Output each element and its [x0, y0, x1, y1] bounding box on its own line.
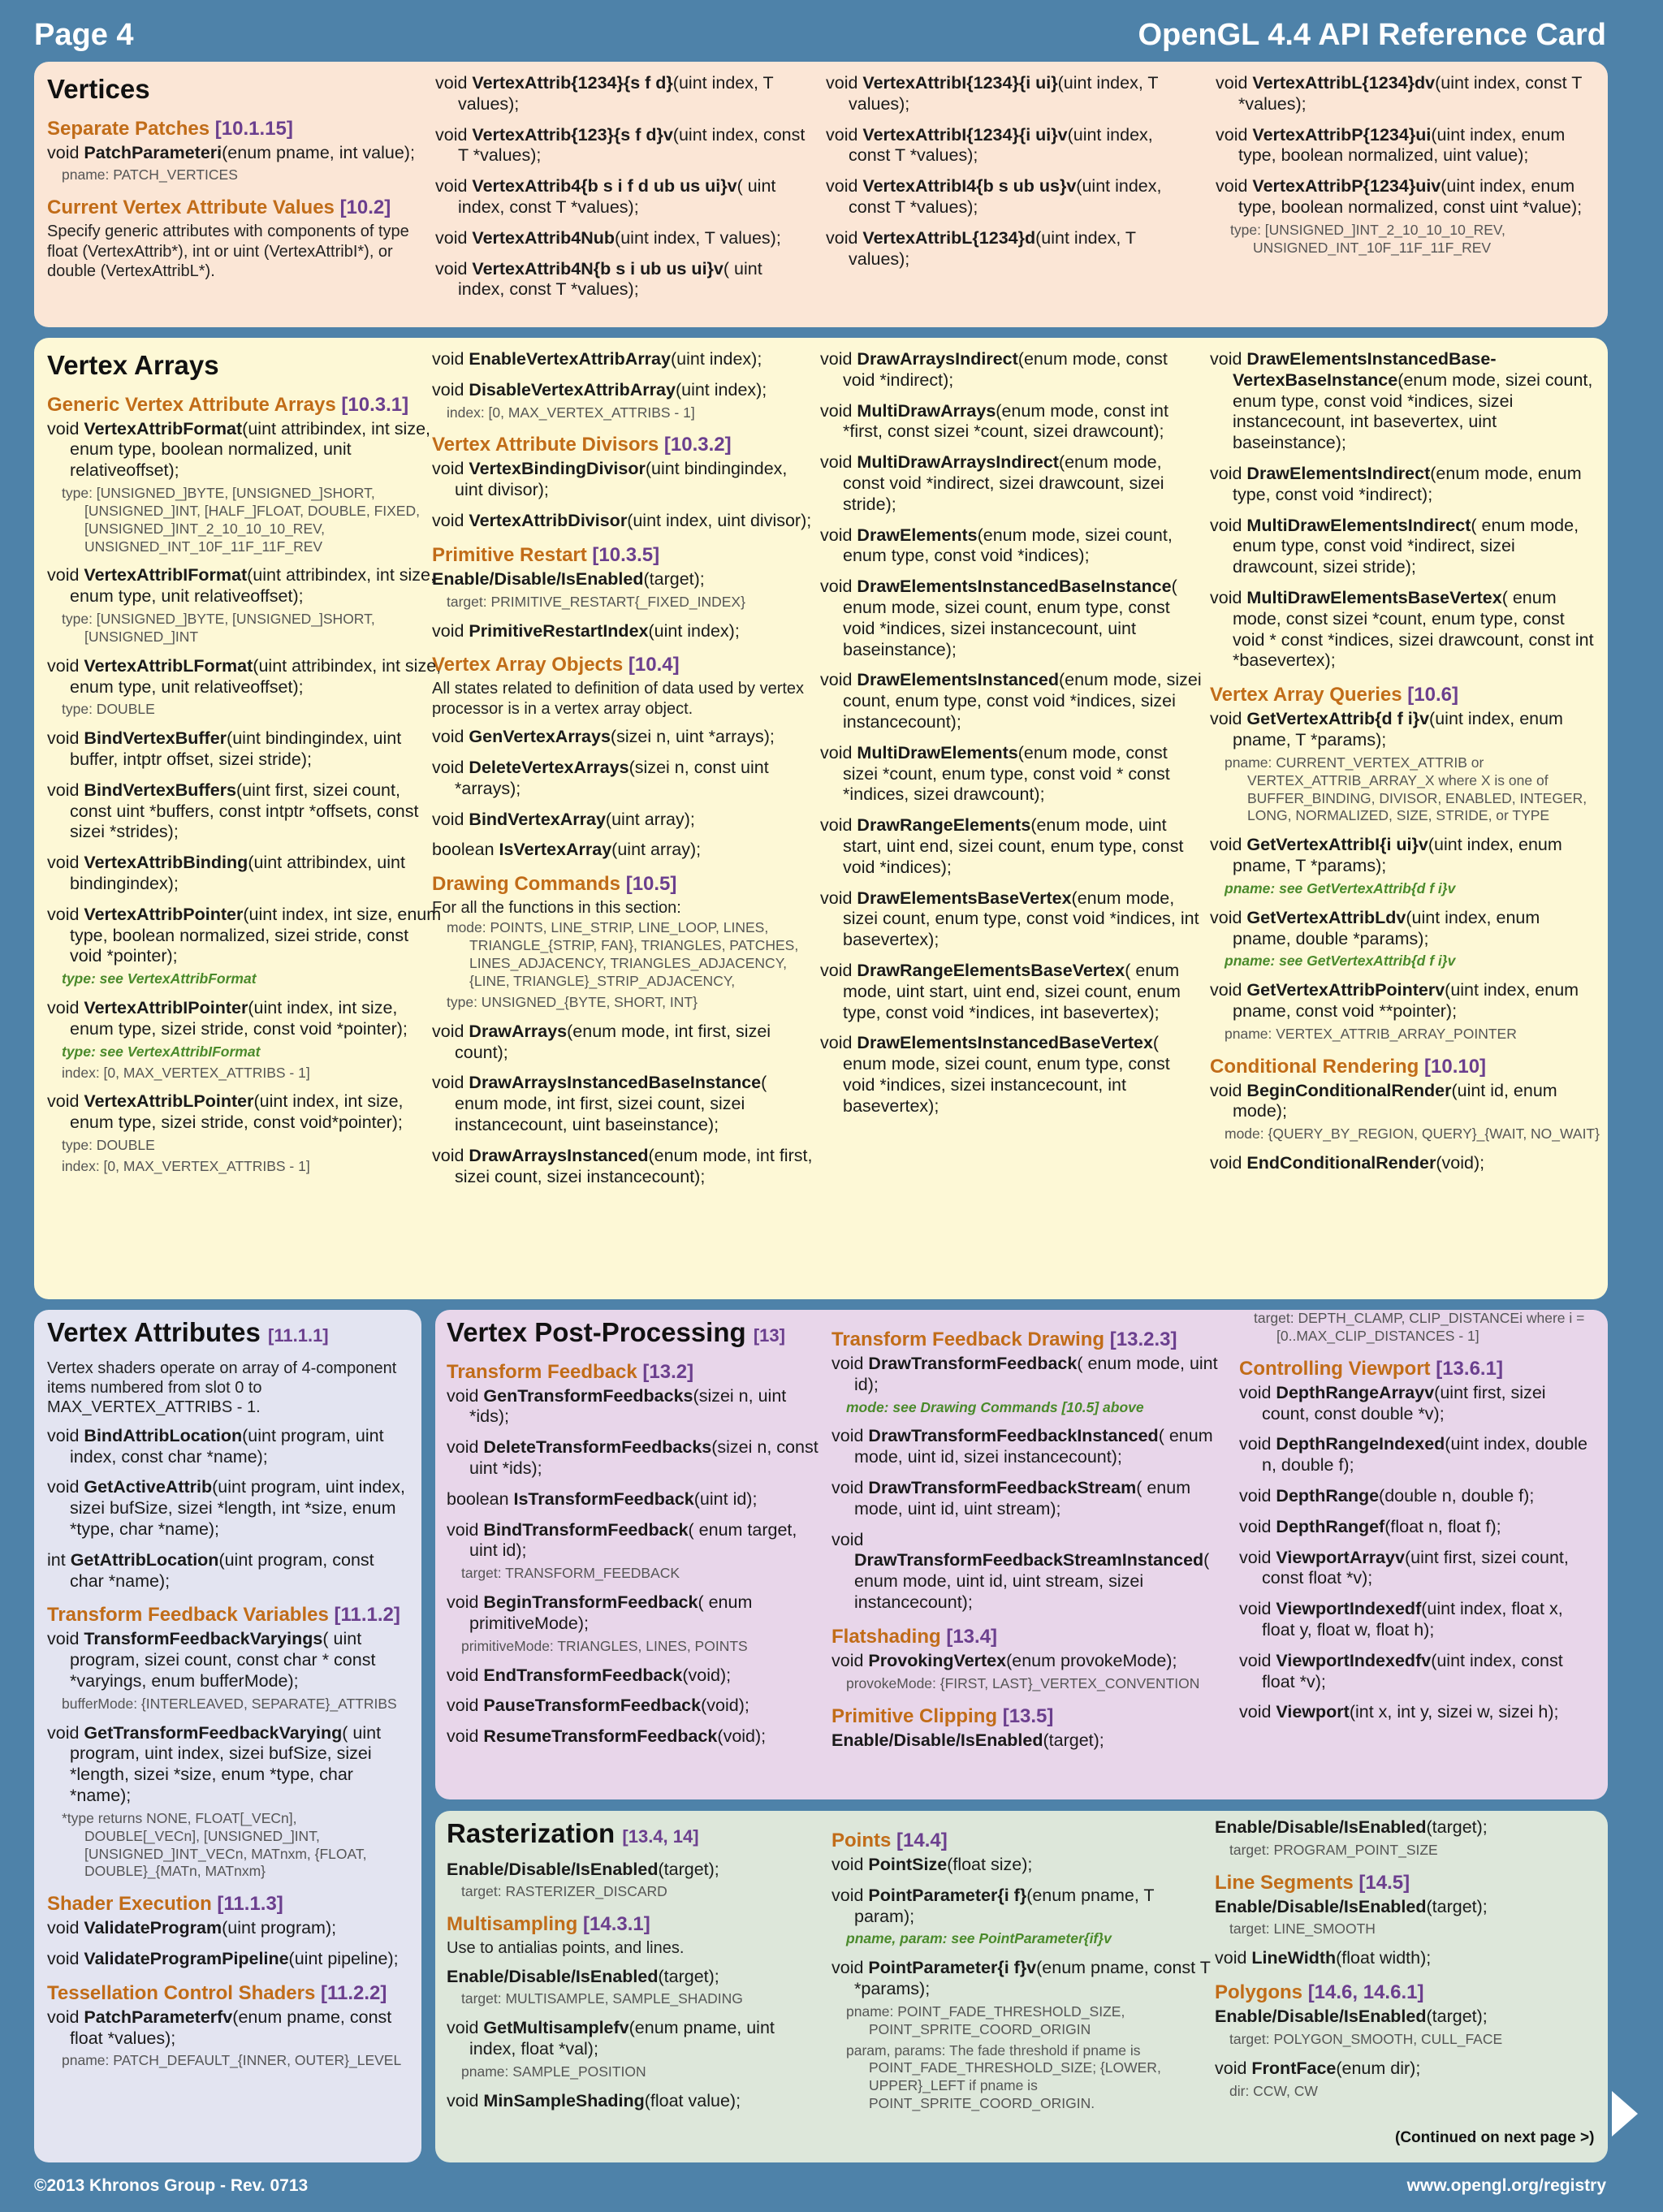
parameter-note: pname: see GetVertexAttrib{d f i}v	[1225, 879, 1456, 896]
section-ref: [10.2]	[339, 197, 391, 219]
parameter-note: provokeMode: {FIRST, LAST}_VERTEX_CONVENTION	[846, 1674, 1200, 1691]
function-signature: void FrontFace(enum dir);	[1215, 2058, 1421, 2078]
function-signature: Enable/Disable/IsEnabled(target);	[1215, 1896, 1488, 1916]
section-heading	[1215, 1871, 1596, 1895]
section-heading-text: Vertex Array Queries	[1210, 684, 1402, 706]
function-signature: void EndTransformFeedback(void);	[447, 1665, 732, 1685]
parameter-note: pname: PATCH_DEFAULT_{INNER, OUTER}_LEVEL	[62, 2052, 402, 2069]
section-heading-text: Line Segments	[1215, 1871, 1354, 1894]
function-signature: void DeleteTransformFeedbacks(sizei n, const uint *ids);	[447, 1437, 819, 1478]
vertices-column-2	[435, 73, 809, 310]
section-heading-text: Transform Feedback Variables	[47, 1604, 329, 1627]
section-heading-text: Transform Feedback	[447, 1360, 637, 1383]
vertices-column-1	[47, 73, 421, 289]
function-signature: void DrawElements(enum mode, sizei count, enum type, const void *indices);	[820, 525, 1173, 566]
function-signature: Enable/Disable/IsEnabled(target);	[432, 568, 705, 589]
section-heading	[432, 433, 814, 457]
section-ref: [11.2.2]	[320, 1981, 387, 2004]
section-heading-text: Primitive Restart	[432, 543, 587, 566]
section-heading	[1210, 683, 1600, 707]
function-signature: void PatchParameteri(enum pname, int value);	[47, 142, 415, 162]
function-signature: void ResumeTransformFeedback(void);	[447, 1726, 767, 1747]
function-signature: void MultiDrawElements(enum mode, const sizei *count, enum type, const void * const *indices, sizei drawcount);	[820, 742, 1170, 805]
function-signature: void DrawTransformFeedbackStream( enum mode, uint id, uint stream);	[832, 1478, 1191, 1519]
section-heading	[432, 872, 814, 896]
function-signature: void ViewportIndexedf(uint index, float x, float y, float w, float h);	[1239, 1599, 1563, 1640]
function-signature: void GenVertexArrays(sizei n, uint *arrays);	[432, 727, 775, 747]
section-heading-text: Multisampling	[447, 1913, 578, 1936]
vertices-column-3	[826, 73, 1199, 279]
function-signature: void GetVertexAttribLdv(uint index, enum pname, double *params);	[1210, 907, 1540, 948]
section-heading-text: Tessellation Control Shaders	[47, 1981, 316, 2004]
function-signature: void VertexAttribIPointer(uint index, int size, enum type, sizei stride, const void *pointer);	[47, 998, 408, 1039]
function-signature: void ViewportArrayv(uint first, sizei count, const float *v);	[1239, 1547, 1569, 1588]
section-heading-text: Polygons	[1215, 1981, 1303, 2004]
parameter-note: target: MULTISAMPLE, SAMPLE_SHADING	[461, 1990, 743, 2007]
parameter-note: index: [0, MAX_VERTEX_ATTRIBS - 1]	[62, 1064, 310, 1081]
section-heading	[1210, 1055, 1600, 1079]
section-heading-text: Vertex Attribute Divisors	[432, 434, 659, 456]
panel-vertex-arrays	[34, 338, 1608, 1299]
function-signature: void MinSampleShading(float value);	[447, 2090, 741, 2110]
section-heading-text: Transform Feedback Drawing	[832, 1328, 1105, 1350]
function-signature: void PauseTransformFeedback(void);	[447, 1696, 749, 1716]
function-signature: void DepthRangeArrayv(uint first, sizei count, const double *v);	[1239, 1382, 1546, 1424]
parameter-note: type: see VertexAttribFormat	[62, 970, 257, 987]
panel-title-ref: [13.4, 14]	[622, 1826, 699, 1847]
function-signature: void VertexAttrib{1234}{s f d}(uint index, T values);	[435, 73, 774, 114]
function-signature: void PointParameter{i f}(enum pname, T param);	[832, 1885, 1155, 1926]
function-signature: Enable/Disable/IsEnabled(target);	[1215, 2007, 1488, 2027]
footer-url: www.opengl.org/registry	[1406, 2176, 1606, 2195]
section-heading	[47, 117, 421, 141]
function-signature: void DrawArraysInstancedBaseInstance( enum mode, int first, sizei count, sizei instancecount, uint baseinstance);	[432, 1073, 767, 1135]
parameter-note: pname, param: see PointParameter{if}v	[846, 1930, 1112, 1947]
vertices-column-4	[1216, 73, 1597, 267]
parameter-note: pname: VERTEX_ATTRIB_ARRAY_POINTER	[1225, 1025, 1517, 1042]
vertex-attributes-column-1	[47, 1316, 413, 2080]
section-heading	[47, 196, 421, 220]
panel-vertex-post-processing	[435, 1310, 1608, 1799]
section-heading	[832, 1625, 1221, 1649]
function-signature: void VertexAttribP{1234}uiv(uint index, enum type, boolean normalized, const uint *value);	[1216, 176, 1583, 217]
parameter-note: pname: SAMPLE_POSITION	[461, 2063, 646, 2080]
function-signature: void DrawArraysInstanced(enum mode, int first, sizei count, sizei instancecount);	[432, 1145, 813, 1186]
section-ref: [10.4]	[628, 654, 680, 676]
function-signature: void Viewport(int x, int y, sizei w, sizei h);	[1239, 1702, 1559, 1722]
function-signature: void DeleteVertexArrays(sizei n, const uint *arrays);	[432, 757, 769, 798]
function-signature: void PrimitiveRestartIndex(uint index);	[432, 620, 740, 641]
description-text: Specify generic attributes with components of type float (VertexAttrib*), int or uint (VertexAttribI*), or double (VertexAttribL*).	[47, 222, 409, 281]
description-text: Use to antialias points, and lines.	[447, 1939, 685, 1958]
parameter-note: type: DOUBLE	[62, 701, 155, 718]
section-ref: [14.6, 14.6.1]	[1307, 1981, 1424, 2004]
function-signature: void DrawElementsInstanced(enum mode, sizei count, enum type, const void *indices, sizei instancecount);	[820, 670, 1202, 732]
function-signature: void ValidateProgramPipeline(uint pipeline);	[47, 1949, 399, 1969]
parameter-note: target: PROGRAM_POINT_SIZE	[1229, 1841, 1438, 1858]
parameter-note: index: [0, MAX_VERTEX_ATTRIBS - 1]	[447, 404, 695, 421]
function-signature: void PointSize(float size);	[832, 1855, 1033, 1874]
function-signature: void DrawElementsBaseVertex(enum mode, sizei count, enum type, const void *indices, int basevertex);	[820, 888, 1199, 950]
function-signature: Enable/Disable/IsEnabled(target);	[1215, 1817, 1488, 1837]
function-signature: void GetMultisamplefv(enum pname, uint index, float *val);	[447, 2018, 775, 2059]
function-signature: void DepthRangeIndexed(uint index, double n, double f);	[1239, 1434, 1588, 1475]
rasterization-column-2	[832, 1817, 1213, 2123]
function-signature: void DrawElementsInstancedBaseVertex( enum mode, sizei count, enum type, const void *indices, sizei instancecount, int basevertex);	[820, 1033, 1170, 1116]
function-signature: void VertexAttribP{1234}ui(uint index, enum type, boolean normalized, uint value);	[1216, 124, 1566, 166]
section-heading	[47, 1603, 413, 1627]
function-signature: void VertexAttribPointer(uint index, int size, enum type, boolean normalized, sizei stride, const void *pointer);	[47, 904, 442, 966]
panel-title-text: Vertex Post-Processing	[447, 1317, 746, 1347]
vertex-arrays-column-2	[432, 349, 814, 1197]
section-heading-text: Current Vertex Attribute Values	[47, 197, 335, 219]
function-signature: void DrawTransformFeedbackInstanced( enum mode, uint id, sizei instancecount);	[832, 1426, 1213, 1467]
section-heading-text: Separate Patches	[47, 117, 210, 140]
vertex-arrays-column-1	[47, 349, 445, 1186]
function-signature: void VertexAttribBinding(uint attribindex, uint bindingindex);	[47, 853, 405, 894]
rasterization-column-3	[1215, 1817, 1596, 2110]
section-ref: [10.5]	[625, 873, 677, 896]
vertex-post-processing-column-2	[832, 1316, 1221, 1761]
function-signature: void VertexAttrib4N{b s i ub us ui}v( uint index, const T *values);	[435, 258, 762, 300]
panel-vertices	[34, 62, 1608, 327]
function-signature: void EnableVertexAttribArray(uint index);	[432, 349, 762, 369]
function-signature: void BindAttribLocation(uint program, uint index, const char *name);	[47, 1425, 384, 1467]
section-ref: [13.2.3]	[1109, 1328, 1177, 1350]
function-signature: void GetVertexAttrib{d f i}v(uint index, enum pname, T *params);	[1210, 709, 1563, 750]
section-heading	[47, 393, 445, 417]
parameter-note: index: [0, MAX_VERTEX_ATTRIBS - 1]	[62, 1157, 310, 1174]
function-signature: void DrawElementsInstancedBaseInstance( enum mode, sizei count, enum type, const void *indices, sizei instancecount, uint baseinstance);	[820, 577, 1177, 659]
parameter-note: primitiveMode: TRIANGLES, LINES, POINTS	[461, 1637, 748, 1654]
panel-title-text: Vertices	[47, 74, 150, 104]
function-signature: void GetVertexAttribI{i ui}v(uint index, enum pname, T *params);	[1210, 835, 1562, 876]
parameter-note: type: [UNSIGNED_]BYTE, [UNSIGNED_]SHORT, [UNSIGNED_]INT	[62, 611, 375, 645]
function-signature: void BindVertexBuffer(uint bindingindex, uint buffer, intptr offset, sizei stride);	[47, 728, 402, 770]
function-signature: void MultiDrawElementsIndirect( enum mode, enum type, const void *indirect, sizei drawcount, sizei stride);	[1210, 515, 1579, 577]
section-heading-text: Generic Vertex Attribute Arrays	[47, 393, 336, 416]
description-text: All states related to definition of data used by vertex processor is in a vertex array object.	[432, 680, 805, 718]
function-signature: void TransformFeedbackVaryings( uint program, sizei count, const char * const *varyings, enum bufferMode);	[47, 1629, 376, 1691]
rasterization-column-1	[447, 1817, 820, 2122]
panel-title	[47, 349, 445, 382]
section-heading-text: Conditional Rendering	[1210, 1055, 1419, 1078]
function-signature: void VertexBindingDivisor(uint bindingindex, uint divisor);	[432, 459, 788, 500]
vertex-arrays-column-4	[1210, 349, 1600, 1184]
function-signature: void VertexAttribDivisor(uint index, uint divisor);	[432, 511, 812, 531]
parameter-note: mode: see Drawing Commands [10.5] above	[846, 1398, 1144, 1415]
function-signature: void VertexAttribI{1234}{i ui}v(uint index, const T *values);	[826, 124, 1153, 166]
description-text: For all the functions in this section:	[432, 899, 681, 918]
function-signature: void MultiDrawElementsBaseVertex( enum mode, const sizei *count, enum type, const void * const *indices, sizei drawcount, const int *basevertex);	[1210, 587, 1594, 671]
page-number: Page 4	[34, 18, 134, 52]
function-signature: Enable/Disable/IsEnabled(target);	[447, 1859, 719, 1879]
function-signature: void GenTransformFeedbacks(sizei n, uint *ids);	[447, 1385, 787, 1427]
function-signature: void VertexAttribI4{b s ub us}v(uint index, const T *values);	[826, 176, 1162, 217]
section-heading-text: Drawing Commands	[432, 873, 621, 896]
section-ref: [10.10]	[1424, 1055, 1487, 1078]
parameter-note: type: UNSIGNED_{BYTE, SHORT, INT}	[447, 993, 698, 1010]
function-signature: void DisableVertexAttribArray(uint index);	[432, 379, 767, 400]
function-signature: void VertexAttribLPointer(uint index, int size, enum type, sizei stride, const void*pointer);	[47, 1091, 404, 1133]
function-signature: void VertexAttribL{1234}dv(uint index, const T *values);	[1216, 73, 1582, 114]
parameter-note: target: DEPTH_CLAMP, CLIP_DISTANCEi where i = [0..MAX_CLIP_DISTANCES - 1]	[1254, 1310, 1585, 1344]
section-ref: [14.4]	[896, 1830, 948, 1851]
parameter-note: target: RASTERIZER_DISCARD	[461, 1883, 667, 1900]
parameter-note: mode: POINTS, LINE_STRIP, LINE_LOOP, LINES, TRIANGLE_{STRIP, FAN}, TRIANGLES, PATCHES, LINES_ADJACENCY, TRIANGLES_ADJACENCY, {LINE, TRIANGLE}_STRIP_ADJACENCY,	[447, 919, 799, 990]
section-heading-text: Primitive Clipping	[832, 1704, 998, 1727]
parameter-note: pname: PATCH_VERTICES	[62, 166, 238, 184]
panel-title-ref: [11.1.1]	[268, 1325, 329, 1346]
section-heading	[1239, 1357, 1596, 1381]
function-signature: void VertexAttrib4{b s i f d ub us ui}v( uint index, const T *values);	[435, 176, 776, 217]
parameter-note: pname: CURRENT_VERTEX_ATTRIB or VERTEX_ATTRIB_ARRAY_X where X is one of BUFFER_BINDING, DIVISOR, ENABLED, INTEGER, LONG, NORMALIZED, SIZE, STRIDE, or TYPE	[1225, 754, 1587, 824]
function-signature: void ValidateProgram(uint program);	[47, 1918, 337, 1938]
function-signature: void ViewportIndexedfv(uint index, const float *v);	[1239, 1650, 1563, 1691]
section-ref: [10.3.1]	[341, 393, 409, 416]
section-heading-text: Flatshading	[832, 1625, 941, 1648]
function-signature: void DrawRangeElements(enum mode, uint start, uint end, sizei count, enum type, const void *indices);	[820, 815, 1184, 877]
function-signature: void LineWidth(float width);	[1215, 1948, 1432, 1968]
function-signature: void EndConditionalRender(void);	[1210, 1153, 1485, 1173]
function-signature: void DrawElementsInstancedBase- VertexBaseInstance(enum mode, sizei count, enum type, const void *indices, sizei instancecount, int basevertex, uint baseinstance);	[1210, 349, 1593, 453]
function-signature: void VertexAttribIFormat(uint attribindex, int size, enum type, unit relativeoffset);	[47, 565, 435, 607]
section-ref: [10.6]	[1407, 684, 1458, 706]
section-ref: [11.1.3]	[217, 1893, 283, 1916]
section-ref: [11.1.2]	[334, 1604, 400, 1627]
section-heading	[447, 1912, 820, 1937]
function-signature: void VertexAttribL{1234}d(uint index, T values);	[826, 227, 1136, 269]
parameter-note: target: PRIMITIVE_RESTART{_FIXED_INDEX}	[447, 593, 745, 610]
description-text: Vertex shaders operate on array of 4-component items numbered from slot 0 to MAX_VERTEX_ATTRIBS - 1.	[47, 1359, 397, 1417]
vertex-arrays-column-3	[820, 349, 1202, 1127]
parameter-note: param, params: The fade threshold if pname is POINT_FADE_THRESHOLD_SIZE; {LOWER, UPPER}_LEFT if pname is POINT_SPRITE_COORD_ORIGIN.	[846, 2041, 1161, 2112]
function-signature: void VertexAttrib{123}{s f d}v(uint index, const T *values);	[435, 124, 806, 166]
function-signature: void DrawRangeElementsBaseVertex( enum mode, uint start, uint end, sizei count, enum type, const void *indices, int basevertex);	[820, 960, 1181, 1022]
function-signature: boolean IsVertexArray(uint array);	[432, 840, 702, 860]
parameter-note: target: POLYGON_SMOOTH, CULL_FACE	[1229, 2030, 1503, 2047]
parameter-note: type: see VertexAttribIFormat	[62, 1043, 261, 1060]
section-heading	[47, 1892, 413, 1916]
function-signature: void VertexAttrib4Nub(uint index, T values);	[435, 227, 781, 248]
parameter-note: type: DOUBLE	[62, 1137, 155, 1154]
vertex-post-processing-column-3	[1239, 1310, 1596, 1733]
function-signature: void GetVertexAttribPointerv(uint index, enum pname, const void **pointer);	[1210, 980, 1579, 1021]
function-signature: void BeginConditionalRender(uint id, enum mode);	[1210, 1080, 1557, 1121]
parameter-note: pname: POINT_FADE_THRESHOLD_SIZE, POINT_SPRITE_COORD_ORIGIN	[846, 2002, 1125, 2037]
section-heading-text: Vertex Array Objects	[432, 654, 624, 676]
section-ref: [10.3.5]	[592, 543, 660, 566]
function-signature: void VertexAttribFormat(uint attribindex, int size, enum type, boolean normalized, unit relativeoffset);	[47, 418, 431, 481]
section-ref: [13.5]	[1002, 1704, 1054, 1727]
function-signature: void DrawArrays(enum mode, int first, sizei count);	[432, 1021, 771, 1062]
panel-title-text: Vertex Attributes	[47, 1317, 261, 1347]
section-heading	[1215, 1981, 1596, 2005]
panel-title	[47, 73, 421, 106]
panel-title	[447, 1316, 820, 1349]
function-signature: void DrawArraysIndirect(enum mode, const void *indirect);	[820, 349, 1168, 390]
function-signature: void BindVertexArray(uint array);	[432, 809, 695, 829]
panel-vertex-attributes	[34, 1310, 421, 2162]
section-heading	[47, 1981, 413, 2006]
function-signature: void DrawTransformFeedback( enum mode, uint id);	[832, 1354, 1218, 1394]
function-signature: void PatchParameterfv(enum pname, const float *values);	[47, 2007, 392, 2048]
function-signature: void MultiDrawArrays(enum mode, const int *first, const sizei *count, sizei drawcount);	[820, 400, 1168, 442]
function-signature: int GetAttribLocation(uint program, const char *name);	[47, 1549, 374, 1591]
function-signature: void BeginTransformFeedback( enum primitiveMode);	[447, 1592, 753, 1633]
continued-note: (Continued on next page >)	[1395, 2129, 1595, 2146]
panel-title-text: Rasterization	[447, 1818, 616, 1848]
section-heading	[447, 1360, 820, 1385]
footer-copyright: ©2013 Khronos Group - Rev. 0713	[34, 2176, 309, 2195]
card-title: OpenGL 4.4 API Reference Card	[1138, 18, 1606, 52]
vertex-post-processing-column-1	[447, 1316, 820, 1757]
section-ref: [14.3.1]	[583, 1913, 650, 1936]
parameter-note: dir: CCW, CW	[1229, 2082, 1318, 2099]
parameter-note: mode: {QUERY_BY_REGION, QUERY}_{WAIT, NO_WAIT}	[1225, 1125, 1600, 1143]
function-signature: void PointParameter{i f}v(enum pname, const T *params);	[832, 1958, 1211, 1999]
function-signature: void DepthRange(double n, double f);	[1239, 1485, 1535, 1506]
section-ref: [13.6.1]	[1436, 1357, 1503, 1380]
function-signature: Enable/Disable/IsEnabled(target);	[832, 1730, 1104, 1750]
function-signature: void DrawElementsIndirect(enum mode, enum type, const void *indirect);	[1210, 463, 1582, 504]
parameter-note: target: LINE_SMOOTH	[1229, 1920, 1376, 1938]
function-signature: void BindTransformFeedback( enum target, uint id);	[447, 1519, 797, 1561]
section-ref: [10.3.2]	[663, 434, 732, 456]
function-signature: void GetTransformFeedbackVarying( uint program, uint index, sizei bufSize, sizei *length, sizei *size, enum *type, char *name);	[47, 1722, 382, 1805]
function-signature: void MultiDrawArraysIndirect(enum mode, const void *indirect, sizei drawcount, sizei stride);	[820, 452, 1164, 514]
parameter-note: type: [UNSIGNED_]INT_2_10_10_10_REV, UNSIGNED_INT_10F_11F_11F_REV	[1230, 221, 1505, 256]
panel-title-text: Vertex Arrays	[47, 350, 219, 380]
parameter-note: target: TRANSFORM_FEEDBACK	[461, 1565, 680, 1582]
parameter-note: *type returns NONE, FLOAT[_VECn], DOUBLE[_VECn], [UNSIGNED_]INT, [UNSIGNED_]INT_VECn, MATnxm, {FLOAT, DOUBLE}_{MATn, MATnxm}	[62, 1809, 367, 1880]
section-heading-text: Controlling Viewport	[1239, 1357, 1431, 1380]
section-heading-text: Shader Execution	[47, 1893, 212, 1916]
function-signature: void GetActiveAttrib(uint program, uint index, sizei bufSize, sizei *length, int *size, enum *type, char *name);	[47, 1477, 405, 1539]
panel-title-ref: [13]	[753, 1325, 785, 1346]
section-heading	[432, 543, 814, 568]
section-ref: [13.4]	[946, 1625, 998, 1648]
parameter-note: pname: see GetVertexAttrib{d f i}v	[1225, 953, 1456, 970]
panel-title	[47, 1316, 413, 1349]
section-ref: [10.1.15]	[214, 117, 293, 140]
function-signature: void VertexAttribLFormat(uint attribindex, int size, enum type, unit relativeoffset);	[47, 655, 442, 697]
section-heading	[432, 653, 814, 677]
section-heading	[832, 1328, 1221, 1352]
function-signature: void DrawTransformFeedbackStreamInstanced( enum mode, uint id, uint stream, sizei instancecount);	[832, 1529, 1210, 1613]
panel-title	[447, 1817, 820, 1850]
function-signature: boolean IsTransformFeedback(uint id);	[447, 1488, 758, 1509]
section-heading	[832, 1704, 1221, 1729]
panel-rasterization	[435, 1811, 1608, 2162]
parameter-note: type: [UNSIGNED_]BYTE, [UNSIGNED_]SHORT, [UNSIGNED_]INT, [HALF_]FLOAT, DOUBLE, FIXED, [UNSIGNED_]INT_2_10_10_10_REV, UNSIGNED_INT_10F_11F_11F_REV	[62, 484, 420, 555]
function-signature: void DepthRangef(float n, float f);	[1239, 1516, 1501, 1536]
next-page-arrow-icon	[1612, 2091, 1638, 2136]
function-signature: void BindVertexBuffers(uint first, sizei count, const uint *buffers, const intptr *offsets, const sizei *strides);	[47, 780, 419, 842]
function-signature: Enable/Disable/IsEnabled(target);	[447, 1966, 719, 1986]
function-signature: void VertexAttribI{1234}{i ui}(uint index, T values);	[826, 73, 1159, 114]
section-heading-text: Points	[832, 1830, 892, 1851]
parameter-note: bufferMode: {INTERLEAVED, SEPARATE}_ATTRIBS	[62, 1695, 397, 1712]
section-ref: [14.5]	[1358, 1871, 1410, 1894]
section-ref: [13.2]	[642, 1360, 694, 1383]
section-heading	[832, 1829, 1213, 1853]
function-signature: void ProvokingVertex(enum provokeMode);	[832, 1650, 1177, 1670]
